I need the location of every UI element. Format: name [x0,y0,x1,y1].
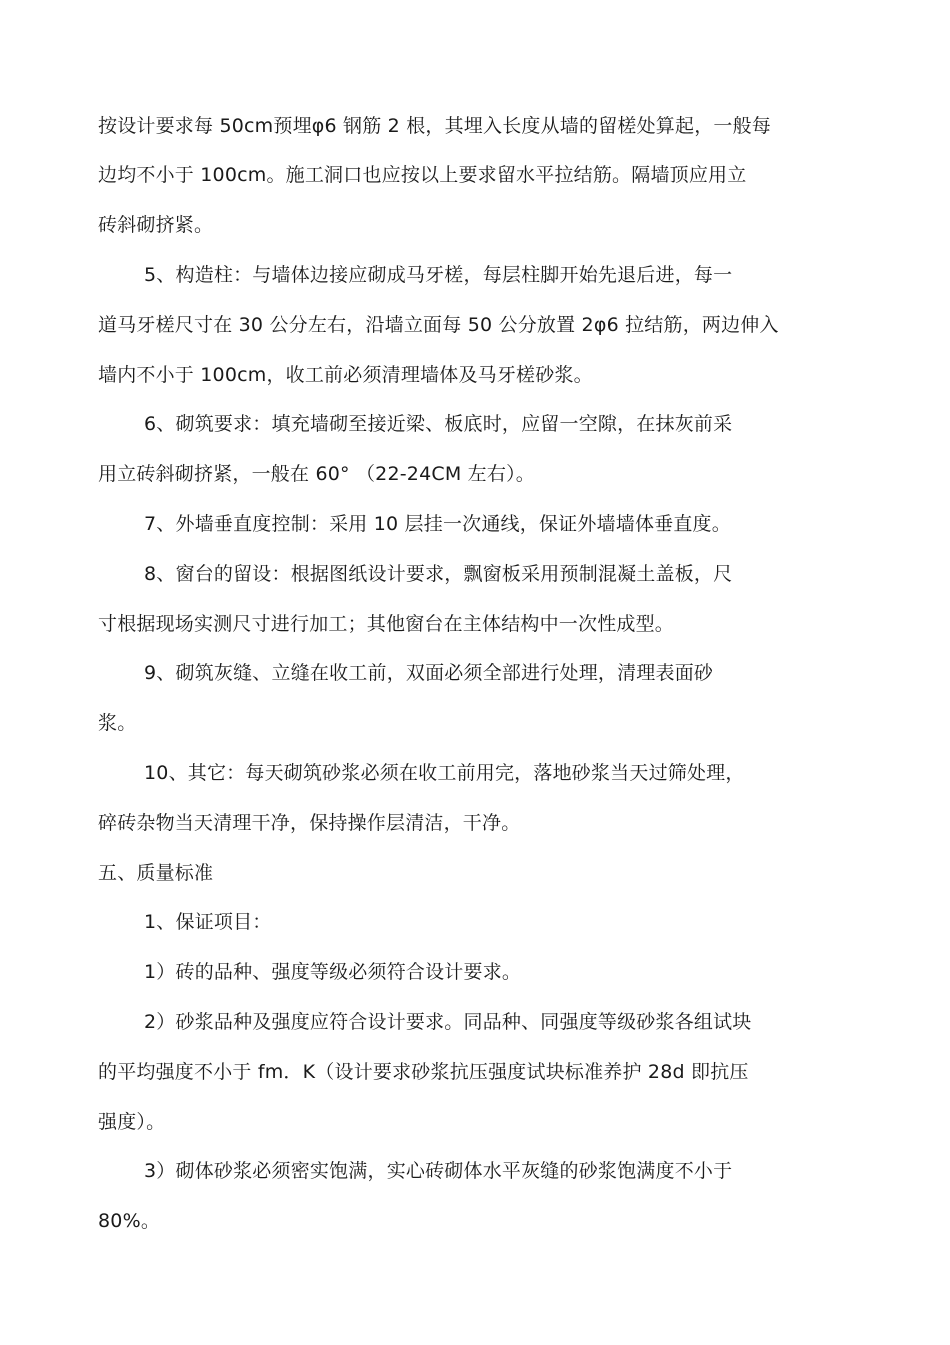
text-line-5: 道马牙槎尺寸在 30 公分左右，沿墙立面每 50 公分放置 2φ6 拉结筋，两边伸入 [98,314,779,336]
text-line-13: 浆。 [98,712,137,734]
text-line-23: 80%。 [98,1210,161,1232]
text-line-11: 寸根据现场实测尺寸进行加工；其他窗台在主体结构中一次性成型。 [98,613,675,635]
text-line-10: 8、窗台的留设：根据图纸设计要求，飘窗板采用预制混凝土盖板，尺 [144,563,733,585]
section-heading: 五、质量标准 [98,862,214,884]
text-line-19: 2）砂浆品种及强度应符合设计要求。同品种、同强度等级砂浆各组试块 [144,1011,752,1033]
text-line-15: 碎砖杂物当天清理干净，保持操作层清洁，干净。 [98,812,521,834]
text-line-12: 9、砌筑灰缝、立缝在收工前，双面必须全部进行处理，清理表面砂 [144,662,714,684]
text-line-7: 6、砌筑要求：填充墙砌至接近梁、板底时，应留一空隙，在抹灰前采 [144,413,733,435]
text-line-9: 7、外墙垂直度控制：采用 10 层挂一次通线，保证外墙墙体垂直度。 [144,513,731,535]
text-line-21: 强度）。 [98,1111,166,1133]
text-line-14: 10、其它：每天砌筑砂浆必须在收工前用完，落地砂浆当天过筛处理， [144,762,745,784]
text-line-2: 边均不小于 100cm。施工洞口也应按以上要求留水平拉结筋。隔墙顶应用立 [98,164,747,186]
text-line-18: 1）砖的品种、强度等级必须符合设计要求。 [144,961,522,983]
text-line-4: 5、构造柱：与墙体边接应砌成马牙槎，每层柱脚开始先退后进，每一 [144,264,733,286]
text-line-8: 用立砖斜砌挤紧，一般在 60° （22-24CM 左右）。 [98,463,535,485]
text-line-22: 3）砌体砂浆必须密实饱满，实心砖砌体水平灰缝的砂浆饱满度不小于 [144,1160,733,1182]
text-line-17: 1、保证项目： [144,911,272,933]
text-line-20: 的平均强度不小于 fm．K（设计要求砂浆抗压强度试块标准养护 28d 即抗压 [98,1061,749,1083]
text-line-6: 墙内不小于 100cm，收工前必须清理墙体及马牙槎砂浆。 [98,364,593,386]
text-line-1: 按设计要求每 50cm预埋φ6 钢筋 2 根，其埋入长度从墙的留槎处算起，一般每 [98,115,772,137]
text-line-3: 砖斜砌挤紧。 [98,214,214,236]
